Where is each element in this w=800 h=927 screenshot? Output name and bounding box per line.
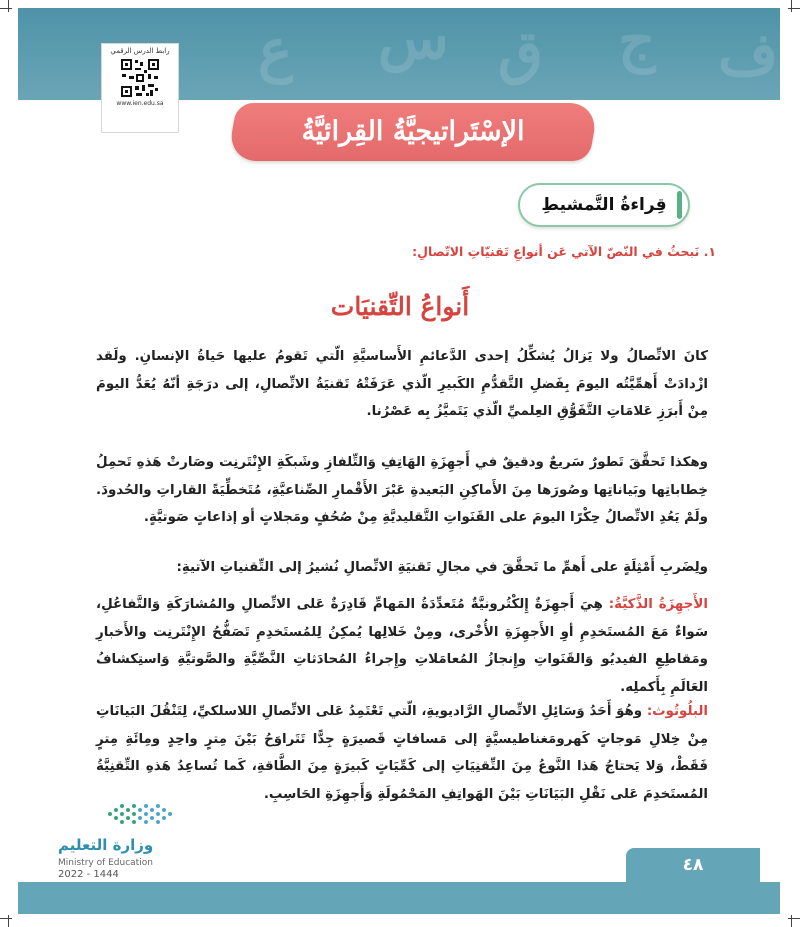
footer-band (18, 882, 780, 914)
paragraph-smart-devices-text: هِيَ أَجهِزَةٌ إِلكْتُرونيَّةٌ مُتَعدِّدَةُ المَهامِّ قَادِرَةٌ عَلى الاتِّصالِ والمُشارَكَةِ وَالتَّفاعُلِ، سَواءٌ مَعَ المُستَخدِمِ أوِ الأَجهِزَةِ الأُخْرى، ومِنْ خَلالِها يُمكِنُ لِلمُستَخدِمِ تَصَفُّحُ الإِنْتَرنِت والأَخبارِ ومَقاطِعِ الفيديُو وَالقَنَواتِ وإِنجازُ المُعامَلاتِ وإِجراءُ المُحادَثاتِ النَّصِّيَّةِ والصَّوتيَّةِ وَاستِكشافُ العَالَمِ بِأَكملِه. (96, 597, 708, 695)
crop-mark (788, 8, 800, 9)
qr-code-icon[interactable] (120, 58, 160, 98)
paragraph-bluetooth-text: وهُوَ أَحَدُ وَسَائِلِ الاتِّصالِ الرَّاديويةِ، الّتي تَعْتَمِدُ عَلى الاتِّصالِ اللاسلكيِّ، لِتَنْقُلَ البَيانَاتِ مِنْ خِلالِ مَوجاتٍ كَهرومَغناطيسيَّةٍ إلى مَسافاتٍ قَصيرَةٍ جِدًّا تَتَراوَحُ بَيْنَ مِترٍ واحِدٍ ومِائَةِ مِترٍ فَقَطْ، وَلا يَحتاجُ هَذا النَّوعُ مِنَ التِّقنِيَاتِ إلى كَمِّيَاتٍ كَبيرَةٍ مِنَ الطَّاقةِ، كَما تُساعِدُ هَذهِ التِّقنِيَّةُ المُستَخدِمَ عَلى نَقْلِ البَيَانَاتِ بَيْنَ الهَواتِفِ المَحْمُولَةِ وَأَجهِزَةِ الحَاسِبِ. (96, 704, 708, 802)
page-title: الإسْتَراتيجيَّةُ القِرائيَّةُ (301, 116, 525, 147)
paragraph-1: كانَ الاتِّصالُ ولا يَزالُ يُشكِّلُ إحدى الدَّعائمِ الأَساسيَّةِ الّتي تَقومُ عليها حَياةُ الإنسانِ. ولَقد ازْدادَتْ أَهمِّيَّتُه اليومَ بِفَضلِ التَّقدُّمِ الكَبيرِ الّذي عَرَفَتْهُ تَقنيَةُ الاتِّصالِ، إلى درَجَةِ أنّهُ يُعَدُّ اليومَ مِنْ أَبرَزِ عَلامَاتِ التَّفَوُّقِ العِلميِّ الّذي يَتَميَّزُ بِه عَصْرُنا. (96, 349, 708, 419)
edition-year: 2022 - 1444 (58, 869, 119, 880)
term-bluetooth: البلُوتُوث: (646, 704, 708, 719)
decorative-letter: س (378, 4, 449, 72)
crop-mark (8, 0, 9, 12)
ministry-arabic-name: وزارة التعليم (58, 836, 154, 854)
paragraph-2: وهكذا تَحقَّقَ تَطورٌ سَريعٌ ودقيقٌ في أَجهِزَةِ الهَاتِفِ وَالتِّلفازِ وشَبكَةِ الإِنْتَرنِت وصَارتْ هَذهِ تَحمِلُ خِطاباتِها وبَياناتِها وصُورَها مِنَ الأَماكِنِ البَعيدةِ عَبْرَ الأَقْمارِ الصِّناعيَّةِ، مُتَخطِّيَةً القاراتِ والحُدودَ. ولَمْ يَعُدِ الاتِّصالُ حِكْرًا اليومَ على القَنَواتِ التَّقليديَّةِ مِنْ صُحُفٍ ومَجلاتٍ أو إذاعاتٍ صَوتيَّةٍ. (96, 455, 708, 525)
page-number: ٤٨ (626, 848, 760, 882)
crop-mark (0, 8, 12, 9)
question-text: ١. نَبحثُ في النّصّ الآتي عَن أنواعِ تَقنيّاتِ الاتّصالِ: (412, 244, 716, 259)
article-heading: أَنواعُ التِّقنيَات (330, 292, 470, 321)
qr-url: www.ien.edu.sa (116, 100, 164, 107)
term-smart-devices: الأَجهِزَةُ الذَّكيَّةُ: (608, 597, 708, 612)
ministry-english-name: Ministry of Education (58, 858, 153, 868)
decorative-letter: ق (498, 18, 544, 86)
paragraph-smart-devices (96, 591, 708, 701)
digital-lesson-qr-card[interactable] (102, 44, 178, 132)
decorative-letter: ج (618, 6, 656, 74)
qr-label: رابط الدرس الرقمي (110, 47, 170, 55)
crop-mark (791, 0, 792, 12)
ministry-dots-icon (104, 798, 184, 830)
crop-mark (8, 915, 9, 927)
crop-mark (788, 918, 800, 919)
crop-mark (791, 915, 792, 927)
paragraph-3: ولِضَربِ أَمْثِلَةٍ على أَهمِّ ما تَحقَّقَ في مجالِ تَقنيَةِ الاتِّصالِ نُشيرُ إلى التِّقنياتِ الآتيةِ: (176, 560, 708, 575)
decorative-letter: ع (258, 16, 293, 84)
section-label: قِراءةُ التَّمشيطِ (518, 183, 690, 227)
ministry-logo (58, 798, 188, 886)
decorative-letter: ف (718, 20, 779, 88)
crop-mark (0, 918, 12, 919)
paragraph-bluetooth (96, 698, 708, 808)
